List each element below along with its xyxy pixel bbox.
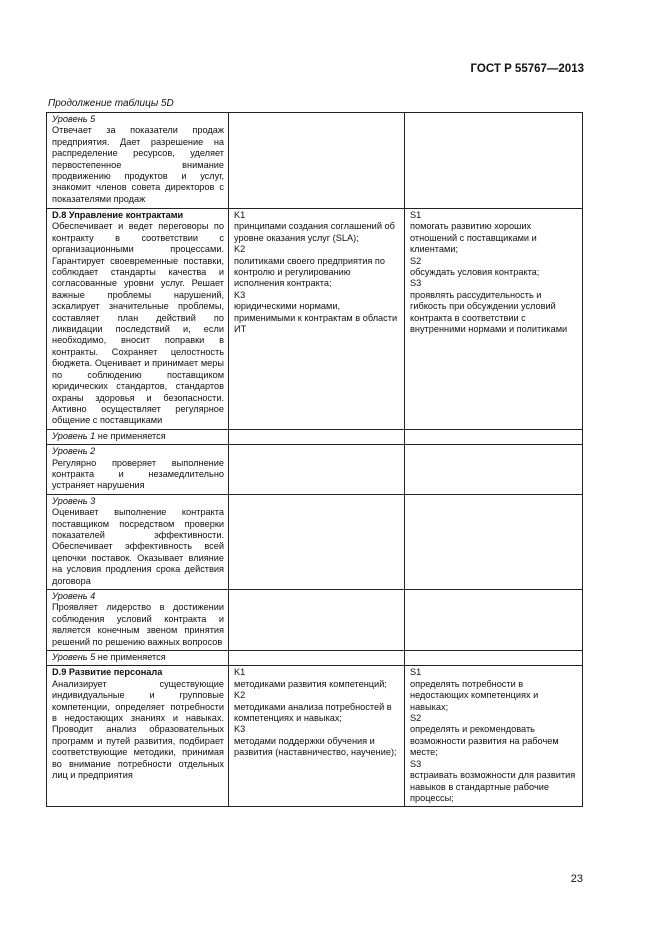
competence-cell xyxy=(47,429,229,444)
table-row xyxy=(47,590,583,651)
skill-text: обсуждать условия контракта; xyxy=(410,267,540,278)
knowledge-cell xyxy=(229,209,405,430)
knowledge-code: K1 xyxy=(234,210,246,220)
level-description: Регулярно проверяет выполнение контракта и незамедлительно устраняет нарушения xyxy=(52,457,225,491)
skill-text: проявлять рассудительность и гибкость при обсуждении условий контракта в соответствии с внутренними нормами и политиками xyxy=(410,289,568,335)
standard-number: ГОСТ Р 55767—2013 xyxy=(470,63,584,75)
skill-text: помогать развитию хороших отношений с поставщиками и клиентами; xyxy=(410,221,537,255)
skills-cell xyxy=(405,590,583,651)
table-row xyxy=(47,666,583,807)
knowledge-cell xyxy=(229,494,405,589)
table-row xyxy=(47,651,583,666)
competence-cell xyxy=(47,494,229,589)
skill-code: S3 xyxy=(410,758,422,769)
competence-heading: D.8 Управление контрактами xyxy=(52,210,184,220)
knowledge-text: методиками развития компетенций; xyxy=(234,678,387,689)
competence-cell xyxy=(47,445,229,495)
table-row xyxy=(47,494,583,589)
competence-description: Обеспечивает и ведет переговоры по контракту в соответствии с организационными процессами. Гарантирует своевременные поставки, соблюдает стандарты качества и согласованные уровни услуг. Решает важные проблемы нарушений, эскалирует значительные проблемы, составляет план действий по ликвидации последствий и, если необходимо, вносит поправки в контракты. Сохраняет целостность бюджета. Оценивает и принимает меры по соблюдению поставщиком юридических стандартов, стандартов охраны здоровья и безопасности. Активно осуществляет регулярное общение с поставщиками xyxy=(52,221,225,426)
skill-code: S2 xyxy=(410,713,422,724)
skill-text: определять и рекомендовать возможности развития на рабочем месте; xyxy=(410,724,559,758)
table-row xyxy=(47,113,583,209)
competence-cell xyxy=(47,113,229,209)
table-caption: Продолжение таблицы 5D xyxy=(48,98,174,109)
knowledge-cell xyxy=(229,666,405,807)
skills-cell xyxy=(405,666,583,807)
knowledge-text: методиками анализа потребностей в компетенциях и навыках; xyxy=(234,701,392,724)
competence-cell xyxy=(47,651,229,666)
competence-description: Анализирует существующие индивидуальные и групповые компетенции, определяет потребности в недостающих знаниях и навыках. Проводит анализ образовательных программ и путей развития, подбирает соответствующие методики, принимая во внимание потребности отдельных лиц и предприятия xyxy=(52,678,225,781)
skill-code: S1 xyxy=(410,210,422,220)
skill-text: встраивать возможности для развития навыков в стандартные рабочие процессы; xyxy=(410,770,576,803)
skills-cell xyxy=(405,429,583,444)
level-label: Уровень 5 xyxy=(52,652,96,663)
competence-table xyxy=(46,112,583,807)
knowledge-code: K3 xyxy=(234,724,246,735)
knowledge-text: методами поддержки обучения и развития (наставничество, научение); xyxy=(234,735,397,758)
knowledge-cell xyxy=(229,590,405,651)
knowledge-cell xyxy=(229,651,405,666)
skills-cell xyxy=(405,113,583,209)
knowledge-cell xyxy=(229,113,405,209)
table-row xyxy=(47,209,583,430)
skill-text: определять потребности в недостающих компетенциях и навыках; xyxy=(410,678,539,712)
skills-cell xyxy=(405,445,583,495)
level-label: Уровень 3 xyxy=(52,495,96,506)
knowledge-code: K1 xyxy=(234,667,246,678)
page-number: 23 xyxy=(570,873,583,885)
skills-cell xyxy=(405,494,583,589)
skill-code: S3 xyxy=(410,278,422,289)
skill-code: S2 xyxy=(410,255,422,266)
competence-cell xyxy=(47,666,229,807)
knowledge-cell xyxy=(229,429,405,444)
level-description: Проявляет лидерство в достижении соблюдения условий контракта и является конечным звеном принятия решений по решению важных вопросов xyxy=(52,602,225,647)
level-label: Уровень 5 xyxy=(52,114,96,124)
skills-cell xyxy=(405,651,583,666)
skills-cell xyxy=(405,209,583,430)
level-note: не применяется xyxy=(95,652,166,663)
table-row xyxy=(47,429,583,444)
competence-cell xyxy=(47,209,229,430)
competence-heading: D.9 Развитие персонала xyxy=(52,667,163,678)
knowledge-text: политиками своего предприятия по контролю и регулированию исполнения контракта; xyxy=(234,255,385,289)
knowledge-cell xyxy=(229,445,405,495)
knowledge-text: принципами создания соглашений об уровне оказания услуг (SLA); xyxy=(234,221,395,243)
knowledge-code: K2 xyxy=(234,244,246,255)
competence-cell xyxy=(47,590,229,651)
level-note: не применяется xyxy=(95,430,166,441)
level-label: Уровень 4 xyxy=(52,591,96,601)
level-description: Отвечает за показатели продаж предприятия. Дает разрешение на распределение ресурсов, уделяет первостепенное внимание продвижению продуктов и услуг, знакомит членов совета директоров с показателями продаж xyxy=(52,125,225,204)
skill-code: S1 xyxy=(410,667,422,678)
knowledge-code: K2 xyxy=(234,690,246,701)
level-label: Уровень 1 xyxy=(52,430,96,441)
level-description: Оценивает выполнение контракта поставщиком посредством проверки показателей эффективности. Обеспечивает эффективность всей цепочки поставок. Оказывает влияние на условия продления срока действия договора xyxy=(52,507,225,586)
table-row xyxy=(47,445,583,495)
knowledge-code: K3 xyxy=(234,289,246,300)
level-label: Уровень 2 xyxy=(52,446,96,457)
knowledge-text: юридическими нормами, применимыми к контрактам в области ИТ xyxy=(234,301,398,335)
